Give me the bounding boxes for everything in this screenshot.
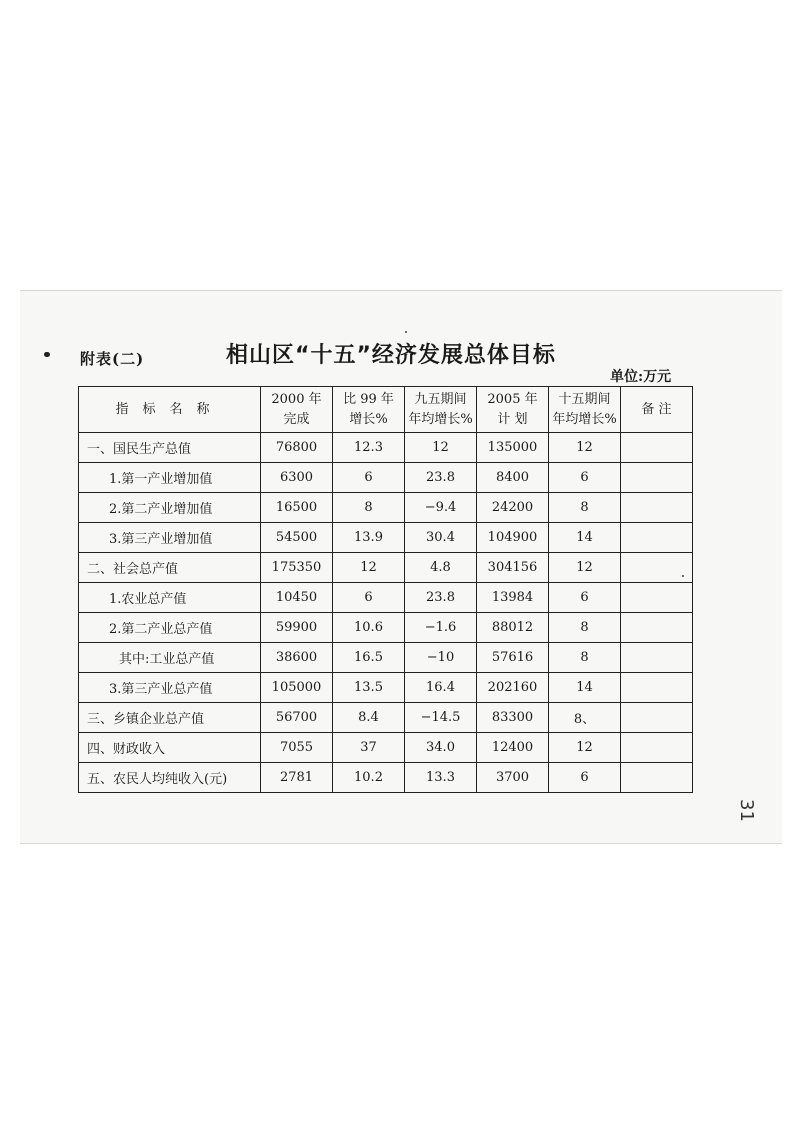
remarks (621, 703, 693, 733)
scan-speck (682, 575, 684, 577)
header-ninth-fyp-avg-growth (405, 387, 477, 433)
remarks (621, 733, 693, 763)
value-2000: 76800 (261, 433, 333, 463)
remarks (621, 763, 693, 793)
value-2000: 59900 (261, 613, 333, 643)
indicator-name: 一、国民生产总值 (79, 433, 261, 463)
header-text: 2005 年 (487, 391, 538, 407)
indicator-name: 二、社会总产值 (79, 553, 261, 583)
value-2000: 7055 (261, 733, 333, 763)
header-remarks: 备 注 (621, 387, 693, 433)
ninth-fyp-avg: −14.5 (405, 703, 477, 733)
remarks (621, 493, 693, 523)
value-2000: 16500 (261, 493, 333, 523)
tenth-fyp-avg: 8 (549, 643, 621, 673)
table-row (79, 493, 693, 523)
unit-label: 单位:万元 (610, 369, 672, 385)
handwritten-page-number: 31 (735, 799, 757, 822)
value-2000: 105000 (261, 673, 333, 703)
indicator-name: 1.第一产业增加值 (79, 463, 261, 493)
ninth-fyp-avg: 34.0 (405, 733, 477, 763)
tenth-fyp-avg: 6 (549, 763, 621, 793)
ninth-fyp-avg: 4.8 (405, 553, 477, 583)
indicator-name: 四、财政收入 (79, 733, 261, 763)
plan-2005: 3700 (477, 763, 549, 793)
tenth-fyp-avg: 14 (549, 523, 621, 553)
header-tenth-fyp-avg-growth (549, 387, 621, 433)
header-text: 九五期间 (414, 391, 467, 407)
value-2000: 38600 (261, 643, 333, 673)
table-row (79, 673, 693, 703)
growth-vs-99: 13.9 (333, 523, 405, 553)
annex-label: 附表(二) (80, 350, 145, 368)
plan-2005: 202160 (477, 673, 549, 703)
ninth-fyp-avg: 13.3 (405, 763, 477, 793)
plan-2005: 88012 (477, 613, 549, 643)
indicator-name: 三、乡镇企业总产值 (79, 703, 261, 733)
growth-vs-99: 8 (333, 493, 405, 523)
tenth-fyp-avg: 8、 (549, 703, 621, 733)
tenth-fyp-avg: 8 (549, 613, 621, 643)
header-text: 完成 (283, 411, 310, 427)
ninth-fyp-avg: −1.6 (405, 613, 477, 643)
tenth-fyp-avg: 12 (549, 433, 621, 463)
tenth-fyp-avg: 14 (549, 673, 621, 703)
table-row (79, 433, 693, 463)
growth-vs-99: 12 (333, 553, 405, 583)
bullet-mark (44, 352, 50, 357)
plan-2005: 57616 (477, 643, 549, 673)
growth-vs-99: 10.2 (333, 763, 405, 793)
table-row (79, 583, 693, 613)
growth-vs-99: 12.3 (333, 433, 405, 463)
document-title: 相山区“十五”经济发展总体目标 (226, 343, 556, 368)
table-row (79, 643, 693, 673)
remarks (621, 463, 693, 493)
table-row (79, 463, 693, 493)
indicator-name: 2.第二产业总产值 (79, 613, 261, 643)
value-2000: 56700 (261, 703, 333, 733)
plan-2005: 135000 (477, 433, 549, 463)
plan-2005: 104900 (477, 523, 549, 553)
plan-2005: 8400 (477, 463, 549, 493)
ninth-fyp-avg: 23.8 (405, 583, 477, 613)
value-2000: 2781 (261, 763, 333, 793)
header-indicator-name: 指标名称 (79, 387, 261, 433)
value-2000: 175350 (261, 553, 333, 583)
plan-2005: 13984 (477, 583, 549, 613)
indicator-name: 1.农业总产值 (79, 583, 261, 613)
table-header-row (79, 387, 693, 433)
ninth-fyp-avg: −10 (405, 643, 477, 673)
header-text: 比 99 年 (343, 391, 394, 407)
growth-vs-99: 16.5 (333, 643, 405, 673)
plan-2005: 83300 (477, 703, 549, 733)
growth-vs-99: 37 (333, 733, 405, 763)
header-text: 年均增长% (408, 411, 473, 427)
value-2000: 6300 (261, 463, 333, 493)
indicator-name: 3.第三产业总产值 (79, 673, 261, 703)
growth-vs-99: 6 (333, 583, 405, 613)
remarks (621, 583, 693, 613)
remarks (621, 613, 693, 643)
header-text: 计 划 (497, 411, 528, 427)
value-2000: 10450 (261, 583, 333, 613)
indicator-name: 2.第二产业增加值 (79, 493, 261, 523)
header-text: 增长% (349, 411, 388, 427)
table-row (79, 703, 693, 733)
header-2000-completed (261, 387, 333, 433)
remarks (621, 433, 693, 463)
table-row (79, 523, 693, 553)
economic-targets-table (78, 386, 693, 793)
remarks (621, 643, 693, 673)
table-row (79, 733, 693, 763)
table-row (79, 613, 693, 643)
remarks (621, 673, 693, 703)
ninth-fyp-avg: 16.4 (405, 673, 477, 703)
plan-2005: 24200 (477, 493, 549, 523)
ninth-fyp-avg: 30.4 (405, 523, 477, 553)
header-2005-plan (477, 387, 549, 433)
growth-vs-99: 13.5 (333, 673, 405, 703)
tenth-fyp-avg: 6 (549, 583, 621, 613)
ninth-fyp-avg: −9.4 (405, 493, 477, 523)
indicator-name: 其中:工业总产值 (79, 643, 261, 673)
table-row (79, 763, 693, 793)
header-text: 2000 年 (271, 391, 322, 407)
tenth-fyp-avg: 6 (549, 463, 621, 493)
header-text: 十五期间 (558, 391, 611, 407)
header-growth-vs-99 (333, 387, 405, 433)
tenth-fyp-avg: 12 (549, 733, 621, 763)
ninth-fyp-avg: 12 (405, 433, 477, 463)
remarks (621, 553, 693, 583)
indicator-name: 五、农民人均纯收入(元) (79, 763, 261, 793)
tenth-fyp-avg: 8 (549, 493, 621, 523)
growth-vs-99: 6 (333, 463, 405, 493)
remarks (621, 523, 693, 553)
indicator-name: 3.第三产业增加值 (79, 523, 261, 553)
ninth-fyp-avg: 23.8 (405, 463, 477, 493)
growth-vs-99: 10.6 (333, 613, 405, 643)
value-2000: 54500 (261, 523, 333, 553)
plan-2005: 12400 (477, 733, 549, 763)
scan-speck (405, 331, 407, 333)
plan-2005: 304156 (477, 553, 549, 583)
table-row (79, 553, 693, 583)
tenth-fyp-avg: 12 (549, 553, 621, 583)
growth-vs-99: 8.4 (333, 703, 405, 733)
header-text: 年均增长% (552, 411, 617, 427)
